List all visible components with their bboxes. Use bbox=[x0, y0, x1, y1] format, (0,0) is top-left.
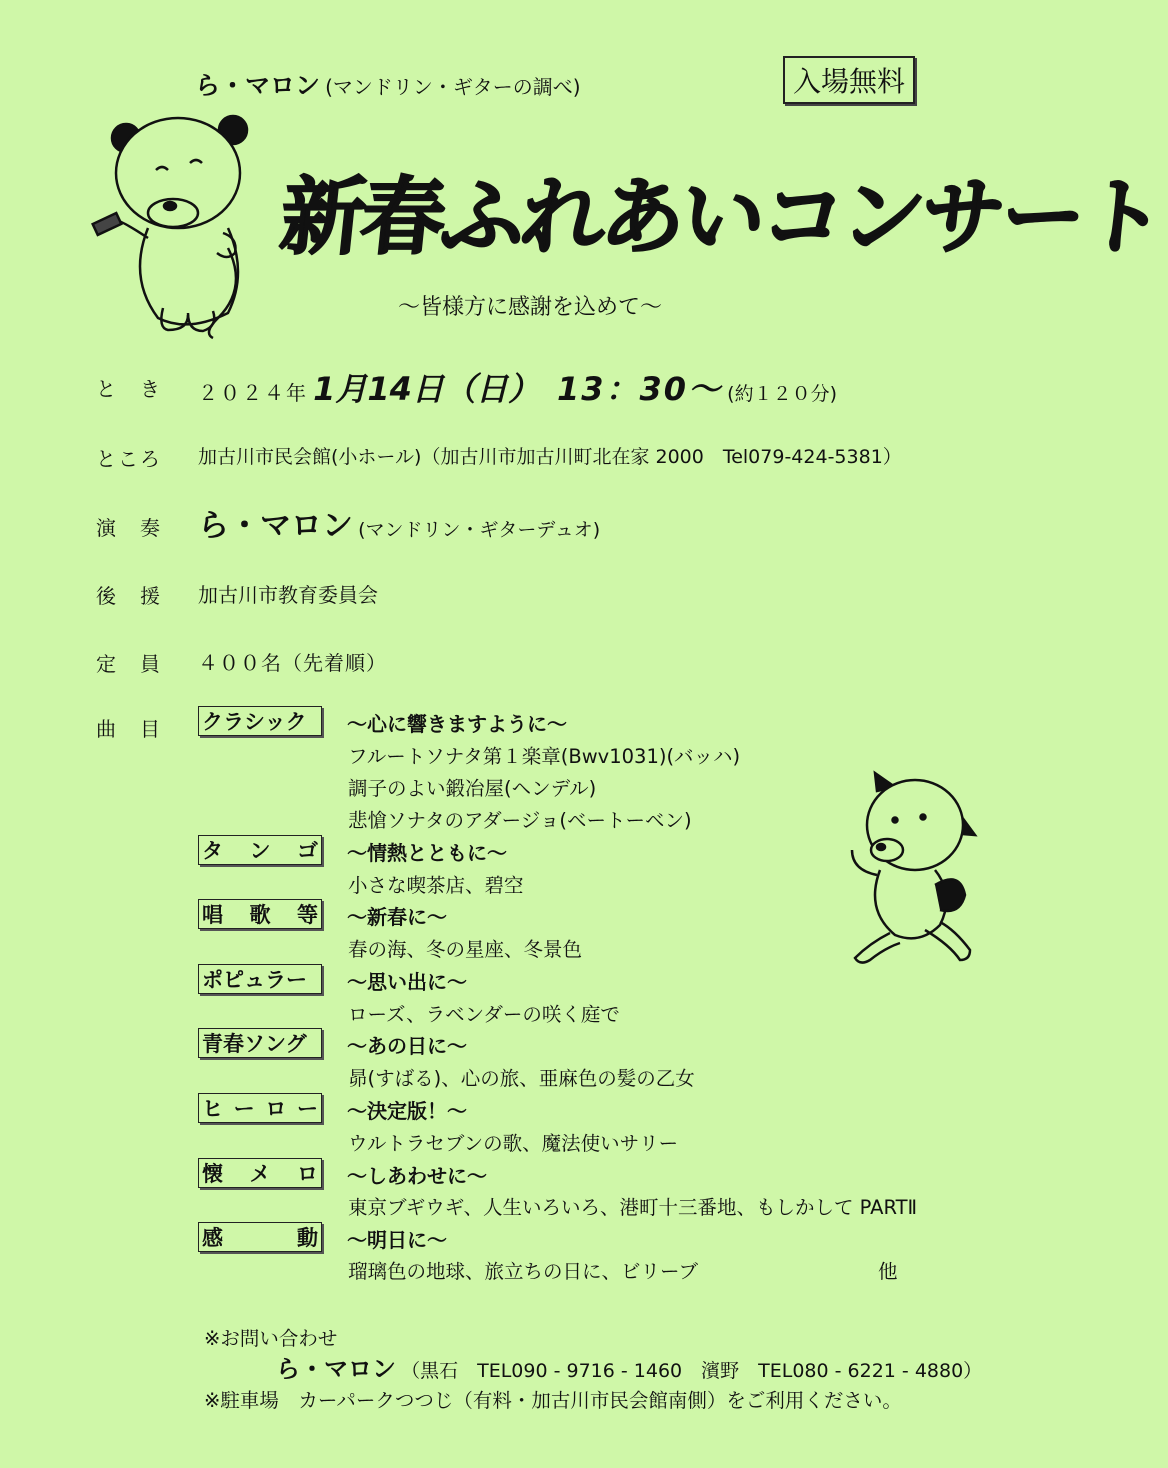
program-song: 瑠璃色の地球、旅立ちの日に、ビリーブ bbox=[348, 1260, 699, 1283]
program-category-youth-songs: 青春ソング bbox=[198, 1028, 322, 1058]
program-song: フルートソナタ第１楽章(Bwv1031)(バッハ) bbox=[348, 745, 741, 768]
contact-heading: ※お問い合わせ bbox=[204, 1327, 338, 1350]
where-value: 加古川市民会館(小ホール)（加古川市加古川町北在家 2000 Tel079-424-5381） bbox=[198, 446, 902, 468]
event-time: 13：30～ bbox=[557, 370, 723, 408]
program-category-classic: クラシック bbox=[198, 706, 322, 736]
page-title: 新春ふれあいコンサート bbox=[276, 168, 1167, 266]
free-entry-badge: 入場無料 bbox=[783, 56, 915, 104]
program-subtitle: ～決定版！～ bbox=[347, 1099, 467, 1123]
program-subtitle: ～情熱とともに～ bbox=[347, 841, 507, 865]
capacity-label: 定 員 bbox=[96, 652, 162, 676]
brand-subtitle: (マンドリン・ギターの調べ) bbox=[325, 75, 581, 99]
running-mascot-icon bbox=[845, 765, 985, 970]
program-subtitle: ～新春に～ bbox=[347, 905, 447, 929]
performer-name: ら・マロン bbox=[198, 508, 353, 544]
program-song: 昴(すばる)、心の旅、亜麻色の髪の乙女 bbox=[348, 1067, 695, 1090]
program-subtitle: ～明日に～ bbox=[347, 1228, 447, 1252]
program-subtitle: ～あの日に～ bbox=[347, 1034, 467, 1058]
program-category-natsumelo: 懐 メ ロ bbox=[198, 1158, 322, 1188]
when-label: と き bbox=[96, 377, 162, 401]
tagline: ～皆様方に感謝を込めて～ bbox=[398, 295, 663, 320]
event-year: ２０２４年 bbox=[198, 381, 308, 405]
performer-value bbox=[198, 500, 600, 545]
program-subtitle: ～心に響きますように～ bbox=[347, 712, 567, 736]
program-song: 小さな喫茶店、碧空 bbox=[348, 874, 524, 897]
program-song: 春の海、冬の星座、冬景色 bbox=[348, 938, 583, 961]
parking-note: ※駐車場 カーパークつつじ（有料・加古川市民会館南側）をご利用ください。 bbox=[204, 1389, 902, 1412]
program-category-popular: ポピュラー bbox=[198, 964, 322, 994]
contact-line bbox=[276, 1349, 982, 1384]
program-category-shoka: 唱 歌 等 bbox=[198, 899, 322, 929]
contact-brand: ら・マロン bbox=[276, 1355, 396, 1383]
event-date: 1月14日（日） bbox=[313, 370, 540, 408]
where-label: ところ bbox=[96, 447, 162, 471]
bear-mascot-icon bbox=[78, 108, 253, 338]
support-label: 後 援 bbox=[96, 584, 162, 608]
contact-detail: （黒石 TEL090 - 9716 - 1460 濱野 TEL080 - 6221 - 4880） bbox=[401, 1360, 983, 1382]
performer-note: (マンドリン・ギターデュオ) bbox=[358, 519, 601, 541]
capacity-value: ４００名（先着順） bbox=[198, 651, 387, 675]
program-song: ローズ、ラベンダーの咲く庭で bbox=[348, 1003, 620, 1026]
brand-name: ら・マロン bbox=[195, 71, 321, 100]
program-song: 調子のよい鍛冶屋(ヘンデル) bbox=[348, 777, 597, 800]
program-category-hero: ヒ ー ロ ー bbox=[198, 1093, 322, 1123]
program-song: 悲愴ソナタのアダージョ(ベートーベン) bbox=[348, 809, 692, 832]
program-subtitle: ～思い出に～ bbox=[347, 970, 467, 994]
program-category-kando: 感 動 bbox=[198, 1222, 322, 1252]
performer-label: 演 奏 bbox=[96, 516, 162, 540]
program-subtitle: ～しあわせに～ bbox=[347, 1164, 487, 1188]
program-etc: 他 bbox=[878, 1260, 898, 1283]
program-song: 東京ブギウギ、人生いろいろ、港町十三番地、もしかして PARTⅡ bbox=[348, 1196, 918, 1219]
program-song: ウルトラセブンの歌、魔法使いサリー bbox=[348, 1132, 679, 1155]
event-duration: (約１２０分) bbox=[727, 383, 837, 405]
header-brand-line bbox=[195, 66, 581, 102]
support-value: 加古川市教育委員会 bbox=[198, 583, 378, 607]
program-category-tango: タ ン ゴ bbox=[198, 835, 322, 865]
when-value bbox=[198, 364, 837, 410]
program-label: 曲 目 bbox=[96, 717, 162, 741]
